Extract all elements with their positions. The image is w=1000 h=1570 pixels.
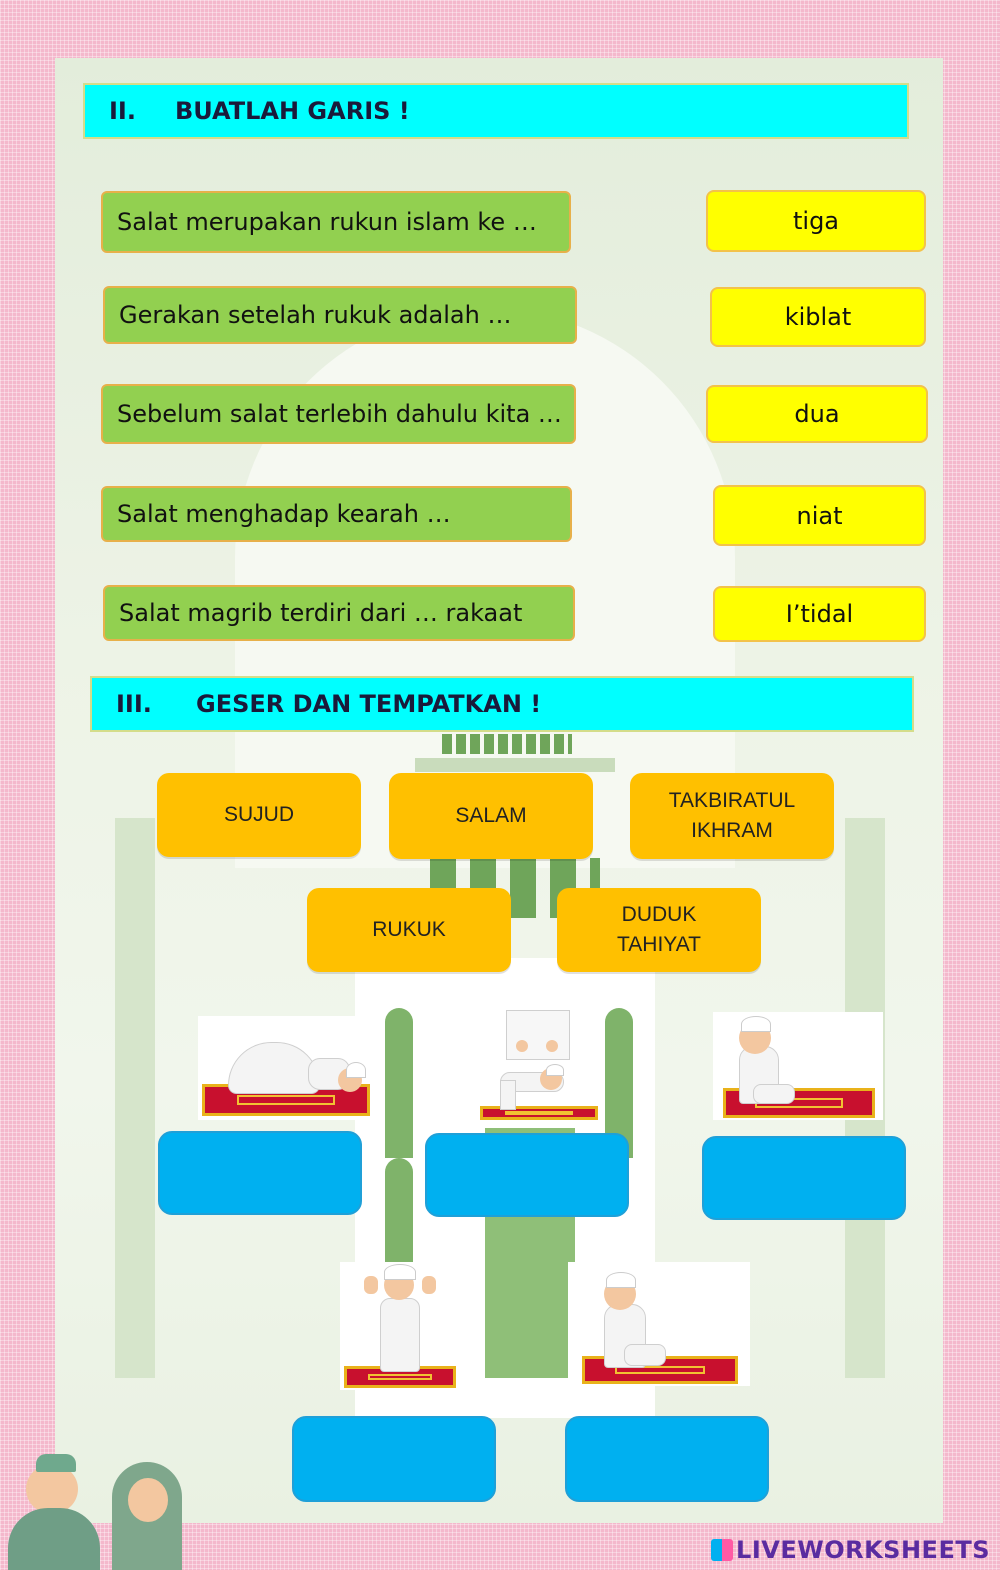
section-3-number: III. <box>116 690 152 718</box>
mosque-minaret-decoration <box>385 1008 413 1158</box>
rukuk-illustration <box>476 1008 602 1120</box>
section-2-number: II. <box>109 97 136 125</box>
chip-rukuk[interactable] <box>307 888 511 972</box>
chip-duduk-line-1: DUDUK <box>621 903 697 926</box>
answer-kiblat[interactable]: kiblat <box>710 287 926 347</box>
duduk-tahiyat-illustration <box>568 1262 750 1386</box>
question-5[interactable]: Salat magrib terdiri dari … rakaat <box>103 585 575 641</box>
chip-sujud-label: SUJUD <box>223 803 294 826</box>
chip-salam-label: SALAM <box>455 804 527 827</box>
answer-tiga[interactable]: tiga <box>706 190 926 252</box>
section-3-header <box>90 676 914 732</box>
chip-takbir-line-1: TAKBIRATUL <box>668 789 796 812</box>
chip-salam[interactable] <box>389 773 593 859</box>
answer-dua[interactable]: dua <box>706 385 928 443</box>
question-2[interactable]: Gerakan setelah rukuk adalah … <box>103 286 577 344</box>
liveworksheets-logo <box>711 1536 990 1564</box>
liveworksheets-icon <box>711 1539 733 1561</box>
duduk-illustration <box>713 1012 883 1120</box>
drop-target-2[interactable] <box>425 1133 629 1217</box>
drop-target-4[interactable] <box>292 1416 496 1502</box>
brand-text: LIVEWORKSHEETS <box>736 1536 990 1564</box>
mosque-spikes-decoration <box>442 734 572 754</box>
chip-duduk-line-2: TAHIYAT <box>617 933 701 956</box>
section-2-header <box>83 83 909 139</box>
sujud-illustration <box>198 1016 376 1120</box>
drop-target-1[interactable] <box>158 1131 362 1215</box>
muslim-family-illustration <box>0 1450 200 1570</box>
chip-rukuk-label: RUKUK <box>372 918 446 941</box>
answer-itidal[interactable]: I’tidal <box>713 586 926 642</box>
question-4[interactable]: Salat menghadap kearah … <box>101 486 572 542</box>
chip-takbir-line-2: IKHRAM <box>691 819 773 842</box>
mosque-tower-left-decoration <box>115 818 155 1378</box>
chip-duduk-tahiyat[interactable] <box>557 888 761 972</box>
chip-takbiratul-ikhram[interactable] <box>630 773 834 859</box>
drop-target-3[interactable] <box>702 1136 906 1220</box>
drop-target-5[interactable] <box>565 1416 769 1502</box>
answer-niat[interactable]: niat <box>713 485 926 546</box>
mosque-bar-decoration <box>415 758 615 772</box>
takbiratul-ikhram-illustration <box>340 1262 460 1390</box>
section-3-title: GESER DAN TEMPATKAN ! <box>196 690 542 718</box>
question-1[interactable]: Salat merupakan rukun islam ke … <box>101 191 571 253</box>
question-3[interactable]: Sebelum salat terlebih dahulu kita … <box>101 384 576 444</box>
section-2-title: BUATLAH GARIS ! <box>175 97 410 125</box>
chip-sujud[interactable] <box>157 773 361 857</box>
